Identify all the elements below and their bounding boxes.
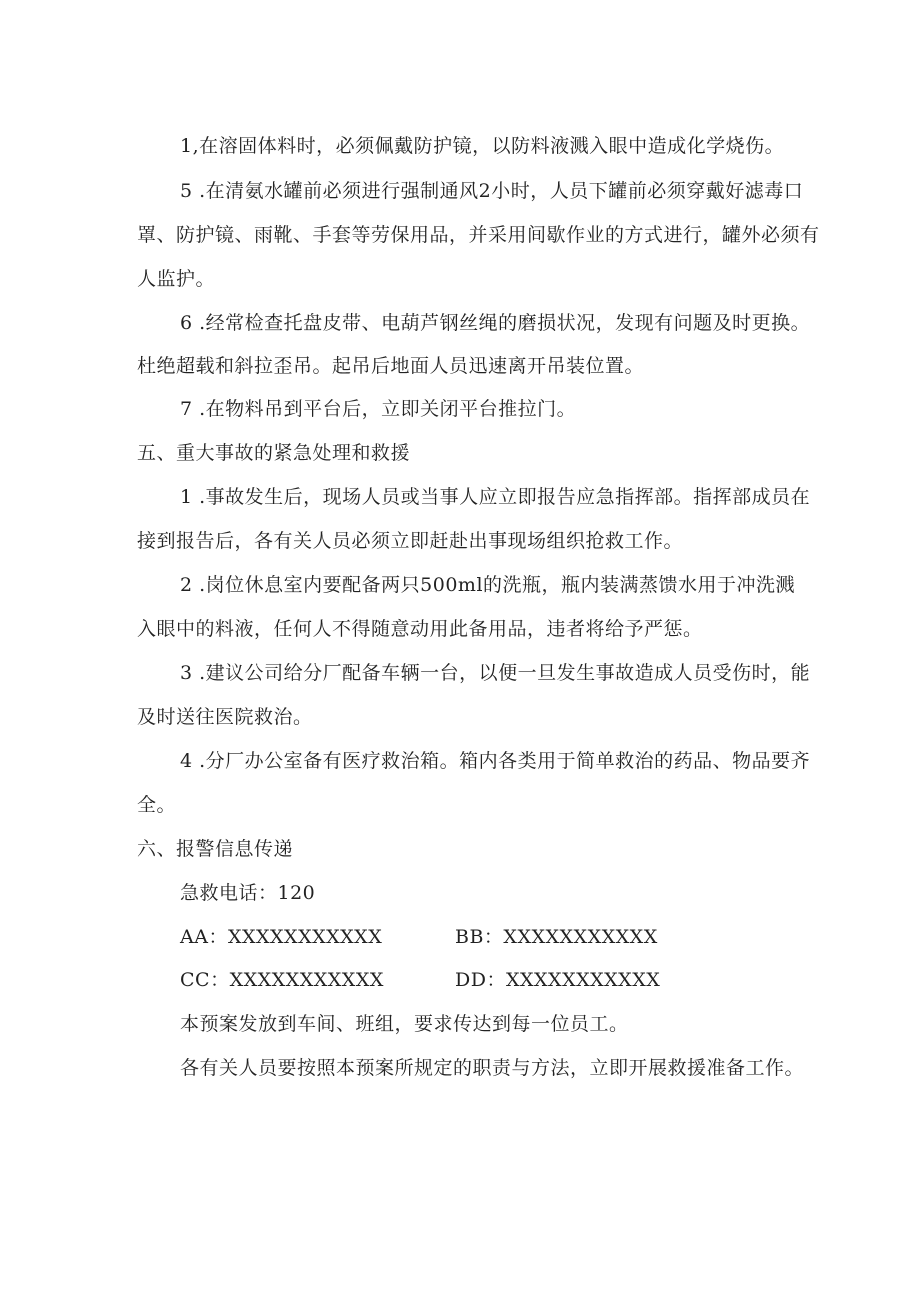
section-5-heading: 五、重大事故的紧急处理和救援 xyxy=(137,442,411,464)
section-5-item-3-line-2: 及时送往医院救治。 xyxy=(137,706,313,728)
section-6-heading: 六、报警信息传递 xyxy=(137,838,294,860)
paragraph-item-5-line-1: 5 .在清氨水罐前必须进行强制通风2小时，人员下罐前必须穿戴好滤毒口 xyxy=(180,180,804,202)
paragraph-item-5-line-3: 人监护。 xyxy=(137,268,216,290)
notice-responsibility: 各有关人员要按照本预案所规定的职责与方法，立即开展救援准备工作。 xyxy=(180,1057,805,1079)
notice-distribution: 本预案发放到车间、班组，要求传达到每一位员工。 xyxy=(180,1013,629,1035)
emergency-phone: 急救电话：120 xyxy=(180,882,316,904)
section-5-item-2-line-1: 2 .岗位休息室内要配备两只500ml的洗瓶，瓶内装满蒸馈水用于冲洗溅 xyxy=(180,574,796,596)
section-5-item-1-line-1: 1 .事故发生后，现场人员或当事人应立即报告应急指挥部。指挥部成员在 xyxy=(180,486,811,508)
paragraph-item-7-line-1: 7 .在物料吊到平台后，立即关闭平台推拉门。 xyxy=(180,398,577,420)
paragraph-item-6-line-1: 6 .经常检查托盘皮带、电葫芦钢丝绳的磨损状况，发现有问题及时更换。 xyxy=(180,312,811,334)
contact-dd: DD：XXXXXXXXXXX xyxy=(455,969,661,991)
section-5-item-2-line-2: 入眼中的料液，任何人不得随意动用此备用品，违者将给予严惩。 xyxy=(137,618,703,640)
section-5-item-4-line-1: 4 .分厂办公室备有医疗救治箱。箱内各类用于简单救治的药品、物品要齐 xyxy=(180,750,811,772)
paragraph-item-6-line-2: 杜绝超载和斜拉歪吊。起吊后地面人员迅速离开吊装位置。 xyxy=(137,355,645,377)
contact-aa: AA：XXXXXXXXXXX xyxy=(180,926,383,948)
paragraph-item-5-line-2: 罩、防护镜、雨靴、手套等劳保用品，并采用间歇作业的方式进行，罐外必须有 xyxy=(137,224,820,246)
section-5-item-1-line-2: 接到报告后，各有关人员必须立即赶赴出事现场组织抢救工作。 xyxy=(137,530,684,552)
paragraph-item-1-line-1: 1,在溶固体料时，必须佩戴防护镜，以防料液溅入眼中造成化学烧伤。 xyxy=(180,135,785,157)
section-5-item-4-line-2: 全。 xyxy=(137,794,177,816)
contact-cc: CC：XXXXXXXXXXX xyxy=(180,969,384,991)
contact-bb: BB：XXXXXXXXXXX xyxy=(455,926,658,948)
section-5-item-3-line-1: 3 .建议公司给分厂配备车辆一台，以便一旦发生事故造成人员受伤时，能 xyxy=(180,662,811,684)
